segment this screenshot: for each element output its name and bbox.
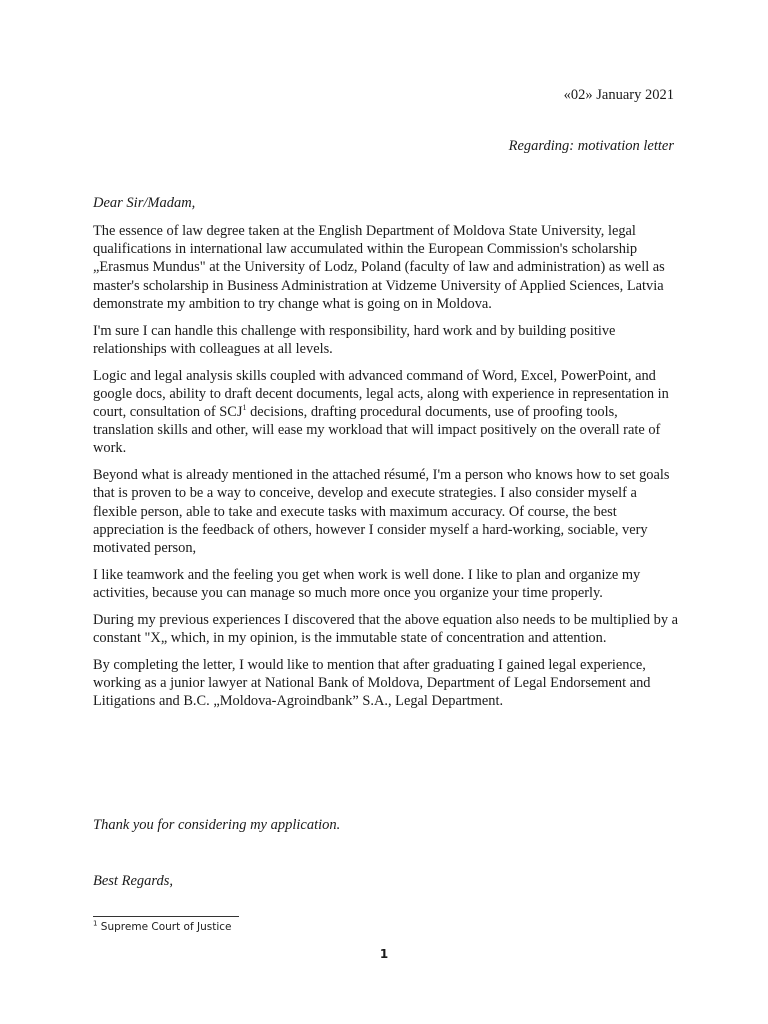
paragraph-responsibility: I'm sure I can handle this challenge with responsibility, hard work and by building positive relationships with colleagues at all levels. [93, 322, 616, 357]
letter-body [93, 222, 681, 719]
footnote-reference: 1 [242, 403, 247, 413]
footnote-number: 1 [93, 919, 98, 928]
paragraph-education: The essence of law degree taken at the English Department of Moldova State University, legal qualifications in international law accumulated within the European Commission's scholarship „Erasmus Mundus" at the University of Lodz, Poland (faculty of law and administration) as well as master's scholarship in Business Administration at Vidzeme University of Applied Sciences, Latvia demonstrate my ambition to try change what is going on in Moldova. [93, 223, 665, 312]
footnote-text: Supreme Court of Justice [97, 921, 232, 933]
footnote-separator [93, 916, 239, 917]
paragraph-skills-text-start: Logic and legal analysis skills coupled with advanced command of Word, Excel, PowerPoint, and google docs, ability to draft decent documents, legal acts, along with experience in representation in court, consultation of SCJ [93, 367, 669, 421]
letter-thanks: Thank you for considering my application. [93, 817, 341, 833]
paragraph-skills [93, 367, 681, 458]
paragraph-personal-qualities: Beyond what is already mentioned in the attached résumé, I'm a person who knows how to set goals that is proven to be a way to conceive, develop and execute strategies. I also consider myself a flexible person, able to take and execute tasks with maximum accuracy. Of course, the best appreciation is the feedback of others, however I consider myself a hard-working, sociable, very motivated person, [93, 467, 670, 557]
letter-date: «02» January 2021 [563, 87, 674, 103]
letter-regards: Best Regards, [93, 873, 174, 889]
footnote [93, 921, 232, 933]
paragraph-teamwork: I like teamwork and the feeling you get when work is well done. I like to plan and organize my activities, because you can manage so much more once you organize your time properly. [93, 566, 641, 602]
page-number: 1 [379, 947, 389, 961]
paragraph-skills-text-end: decisions, drafting procedural documents, use of proofing tools, translation skills and other, will ease my workload that will impact positively on the overall rate of work. [93, 404, 661, 457]
letter-subject: Regarding: motivation letter [508, 138, 674, 154]
paragraph-concentration: During my previous experiences I discovered that the above equation also needs to be multiplied by a constant "X„ which, in my opinion, is the immutable state of concentration and attention. [93, 611, 679, 647]
letter-greeting: Dear Sir/Madam, [93, 195, 196, 211]
paragraph-experience: By completing the letter, I would like to mention that after graduating I gained legal experience, working as a junior lawyer at National Bank of Moldova, Department of Legal Endorsement and Litigations and B.C. „Moldova-Agroindbank” S.A., Legal Department. [93, 656, 651, 710]
